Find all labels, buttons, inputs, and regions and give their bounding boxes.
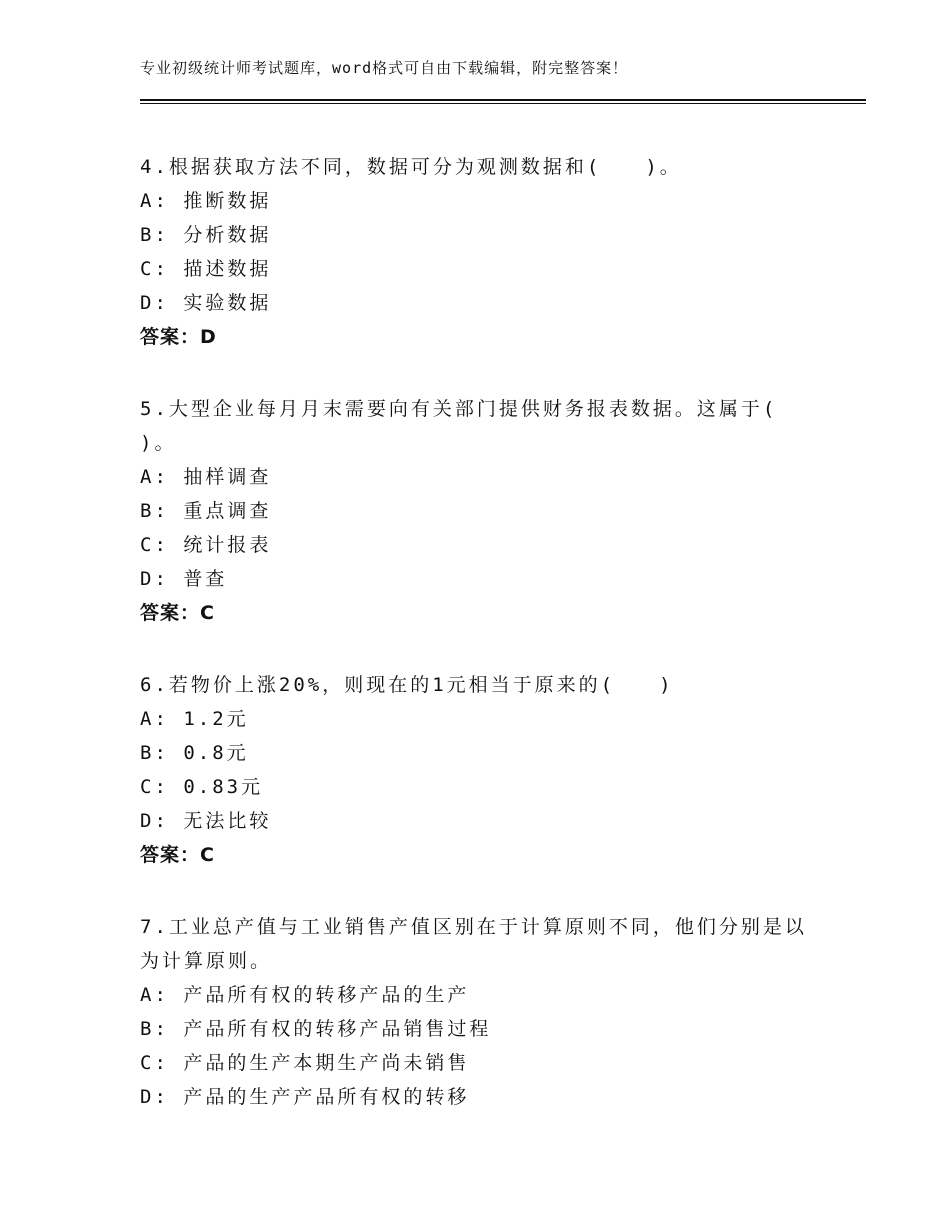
answer: 答案：D <box>140 326 217 348</box>
option-a: A: 推断数据 <box>140 190 272 212</box>
question-text: 6.若物价上涨20%，则现在的1元相当于原来的( ) <box>140 674 674 696</box>
option-c: C: 产品的生产本期生产尚未销售 <box>140 1052 470 1074</box>
option-b: B: 0.8元 <box>140 742 249 764</box>
option-d: D: 普查 <box>140 568 228 590</box>
option-b: B: 产品所有权的转移产品销售过程 <box>140 1018 492 1040</box>
question-7 <box>140 910 820 1114</box>
question-text: 4.根据获取方法不同，数据可分为观测数据和( )。 <box>140 156 682 178</box>
option-d: D: 实验数据 <box>140 292 272 314</box>
question-text: 7.工业总产值与工业销售产值区别在于计算原则不同，他们分别是以 <box>140 916 807 938</box>
option-b: B: 分析数据 <box>140 224 272 246</box>
option-a: A: 抽样调查 <box>140 466 272 488</box>
option-a: A: 1.2元 <box>140 708 249 730</box>
option-c: C: 0.83元 <box>140 776 264 798</box>
question-text: 5.大型企业每月月末需要向有关部门提供财务报表数据。这属于( <box>140 398 778 420</box>
option-d: D: 无法比较 <box>140 810 272 832</box>
question-6 <box>140 668 820 872</box>
header-rule-thin <box>140 103 866 104</box>
question-4 <box>140 150 820 354</box>
option-a: A: 产品所有权的转移产品的生产 <box>140 984 470 1006</box>
option-c: C: 描述数据 <box>140 258 272 280</box>
question-text-cont: )。 <box>140 432 177 454</box>
option-b: B: 重点调查 <box>140 500 272 522</box>
option-c: C: 统计报表 <box>140 534 272 556</box>
page-header: 专业初级统计师考试题库，word格式可自由下载编辑，附完整答案！ <box>140 59 629 77</box>
question-text-cont: 为计算原则。 <box>140 950 273 972</box>
question-5 <box>140 392 820 630</box>
header-rule-thick <box>140 99 866 101</box>
answer: 答案：C <box>140 602 215 624</box>
option-d: D: 产品的生产产品所有权的转移 <box>140 1086 470 1108</box>
question-list <box>140 150 820 1152</box>
answer: 答案：C <box>140 844 215 866</box>
